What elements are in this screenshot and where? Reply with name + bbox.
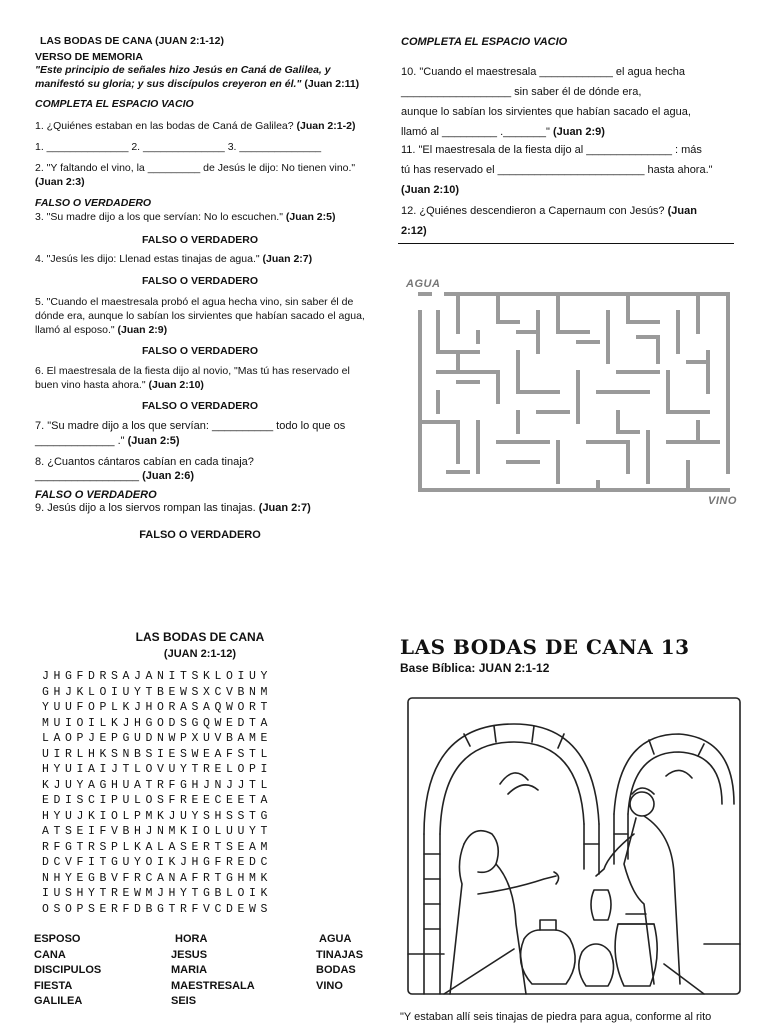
question-12-ref-cont: 2:12) <box>401 225 427 237</box>
wordsearch-row[interactable]: LAOPJEPGUDNWPXUVBAME <box>42 732 273 745</box>
true-false-option-6: FALSO O VERDADERO <box>141 400 259 412</box>
wordsearch-row[interactable]: HYUJKIOLPMKJUYSHSSTG <box>42 809 273 823</box>
wordsearch-row[interactable]: ATSEIFVBHJNMKIOLUUYT <box>42 825 273 838</box>
question-4 <box>35 252 370 266</box>
question-11-ref: (Juan 2:10) <box>401 184 460 196</box>
question-9-text: 9. Jesús dijo a los siervos rompan las tinajas. <box>35 502 256 514</box>
word-item: JESUS <box>171 948 208 961</box>
question-2-ref: (Juan 2:3) <box>35 176 85 188</box>
wordsearch-row[interactable]: DCVFITGUYOIKJHGFREDC <box>42 856 273 869</box>
question-8: 8. ¿Cuantos cántaros cabían en cada tinaja? <box>35 456 254 468</box>
wordsearch-row[interactable]: EDISCIPULOSFREECEETA <box>42 794 273 807</box>
question-10-line-4: llamó al _________ ._______" (Juan 2:9) <box>401 126 605 138</box>
question-4-text: 4. "Jesús les dijo: Llenad estas tinajas de agua." <box>35 253 260 265</box>
worksheet-title: LAS BODAS DE CANA (JUAN 2:1-12) <box>40 35 224 47</box>
true-false-option-3: FALSO O VERDADERO <box>141 234 259 246</box>
wordsearch-subtitle: (JUAN 2:1-12) <box>163 648 237 660</box>
word-item: MARIA <box>171 964 208 976</box>
true-false-heading: FALSO O VERDADERO <box>35 197 152 209</box>
maze-start-label: AGUA <box>406 278 441 290</box>
word-item: TINAJAS <box>316 948 364 961</box>
question-6-ref: (Juan 2:10) <box>148 379 204 391</box>
wordsearch-row[interactable]: MUIOILKJHGODSGQWEDTA <box>42 716 273 730</box>
lesson-quote: "Y estaban allí seis tinajas de piedra para agua, conforme al rito <box>400 1011 712 1023</box>
word-list-col-1 <box>34 932 101 1010</box>
fill-heading-left: COMPLETA EL ESPACIO VACIO <box>35 98 194 110</box>
word-item: VINO <box>316 979 343 992</box>
maze-end-label: VINO <box>708 495 737 507</box>
question-10-line-3: aunque lo sabían los sirvientes que habían sacado el agua, <box>401 106 691 118</box>
wordsearch-row[interactable]: YUUFOPLKJHORASAQWORT <box>42 701 273 714</box>
word-list-col-3 <box>316 932 363 994</box>
question-10 <box>401 62 691 142</box>
coloring-image <box>404 694 744 999</box>
question-7-ref: (Juan 2:5) <box>127 435 180 447</box>
true-false-option-5: FALSO O VERDADERO <box>141 345 259 357</box>
wordsearch-row[interactable]: HYUIAIJTLOVUYTRELOPI <box>42 763 273 776</box>
word-item: HORA <box>175 933 208 945</box>
question-6 <box>35 364 365 392</box>
lesson-base: Base Bíblica: JUAN 2:1-12 <box>400 661 550 675</box>
wordsearch-title: LAS BODAS DE CANA <box>135 630 265 644</box>
question-11-line-1: 11. "El maestresala de la fiesta dijo al ______________ : más <box>401 144 702 156</box>
memory-verse-text: "Este principio de señales hizo Jesús en Caná de Galilea, y manifestó su gloria; y sus discípulos creyeron en él." <box>35 64 331 90</box>
question-1-blanks: 1. ______________ 2. ______________ 3. ______________ <box>35 141 322 153</box>
word-item: CANA <box>34 948 66 961</box>
question-10-line-2: __________________ sin saber él de dónde era, <box>401 86 642 98</box>
wordsearch-row[interactable]: OSOPSERFDBGTRFVCDEWS <box>42 902 273 916</box>
true-false-option-4: FALSO O VERDADERO <box>141 275 259 287</box>
section-divider <box>398 243 734 244</box>
maze-graphic <box>418 292 730 492</box>
wordsearch-row[interactable]: JHGFDRSAJANITSKLOIUY <box>42 670 273 683</box>
word-item: SEIS <box>171 995 197 1007</box>
wordsearch-row[interactable]: KJUYAGHUATRFGHJNJJTL <box>42 778 273 792</box>
wordsearch-row[interactable]: RFGTRSPLKALASERTSEAM <box>42 840 273 854</box>
question-2-text: 2. "Y faltando el vino, la _________ de Jesús le dijo: No tienen vino." <box>35 162 356 174</box>
question-6-text: 6. El maestresala de la fiesta dijo al novio, "Mas tú has reservado el buen vino hasta ahora." <box>35 365 350 391</box>
question-3-text: 3. "Su madre dijo a los que servían: No lo escuchen." <box>35 211 283 223</box>
true-false-option-9: FALSO O VERDADERO <box>139 529 261 541</box>
question-1-text: 1. ¿Quiénes estaban en las bodas de Caná de Galilea? <box>35 120 294 132</box>
question-3-ref: (Juan 2:5) <box>285 211 336 223</box>
question-7 <box>35 419 370 449</box>
question-8-blank: _________________ <box>35 470 140 482</box>
question-1 <box>35 119 370 133</box>
word-item: BODAS <box>316 964 356 976</box>
wedding-illustration <box>404 694 744 999</box>
question-9 <box>35 502 311 514</box>
question-4-ref: (Juan 2:7) <box>262 253 313 265</box>
wordsearch-row[interactable]: UIRLHKSNBSIESWEAFSTL <box>42 747 273 761</box>
question-12-text: 12. ¿Quiénes descendieron a Capernaum con Jesús? <box>401 205 665 217</box>
memory-verse-ref: (Juan 2:11) <box>304 78 360 90</box>
question-3 <box>35 210 370 224</box>
question-5-ref: (Juan 2:9) <box>117 324 168 336</box>
word-item: ESPOSO <box>34 933 81 945</box>
wordsearch-row[interactable]: IUSHYTREWMJHYTGBLOIK <box>42 887 273 900</box>
question-8-answer <box>35 469 194 484</box>
fill-heading-right: COMPLETA EL ESPACIO VACIO <box>401 36 568 48</box>
question-12-ref: (Juan <box>667 205 697 217</box>
question-9-ref: (Juan 2:7) <box>258 502 311 514</box>
word-list-col-2 <box>171 932 255 1010</box>
question-11 <box>401 140 713 200</box>
word-item: GALILEA <box>34 995 83 1007</box>
verse-heading: VERSO DE MEMORIA <box>35 51 143 63</box>
lesson-title: LAS BODAS DE CANA 13 <box>400 635 690 659</box>
true-false-heading-2: FALSO O VERDADERO <box>35 489 157 501</box>
question-12 <box>401 201 697 241</box>
word-item: AGUA <box>319 933 352 945</box>
wordsearch-grid[interactable] <box>42 669 272 917</box>
word-item: FIESTA <box>34 979 73 992</box>
maze-puzzle[interactable] <box>418 292 730 492</box>
question-1-ref: (Juan 2:1-2) <box>296 120 356 132</box>
word-item: MAESTRESALA <box>171 979 255 992</box>
question-10-ref: (Juan 2:9) <box>552 126 605 138</box>
question-5-text: 5. "Cuando el maestresala probó el agua hecha vino, sin saber él de dónde era, aunque lo sabían los sirvientes que habían sacado el agua, llamó al esposo." <box>35 296 365 336</box>
question-7-text: 7. "Su madre dijo a los que servían: __________ todo lo que os _____________ ." <box>35 420 346 447</box>
word-item: DISCIPULOS <box>34 964 102 976</box>
question-8-ref: (Juan 2:6) <box>142 470 195 482</box>
question-5 <box>35 295 365 337</box>
question-11-line-2: tú has reservado el ________________________ hasta ahora." <box>401 164 713 176</box>
memory-verse <box>35 63 370 91</box>
question-10-line-1: 10. "Cuando el maestresala ____________ el agua hecha <box>401 66 686 78</box>
wordsearch-row[interactable]: GHJKLOIUYTBEWSXCVBNM <box>42 685 273 699</box>
wordsearch-row[interactable]: NHYEGBVFRCANAFRTGHMK <box>42 871 273 885</box>
question-2 <box>35 161 365 189</box>
